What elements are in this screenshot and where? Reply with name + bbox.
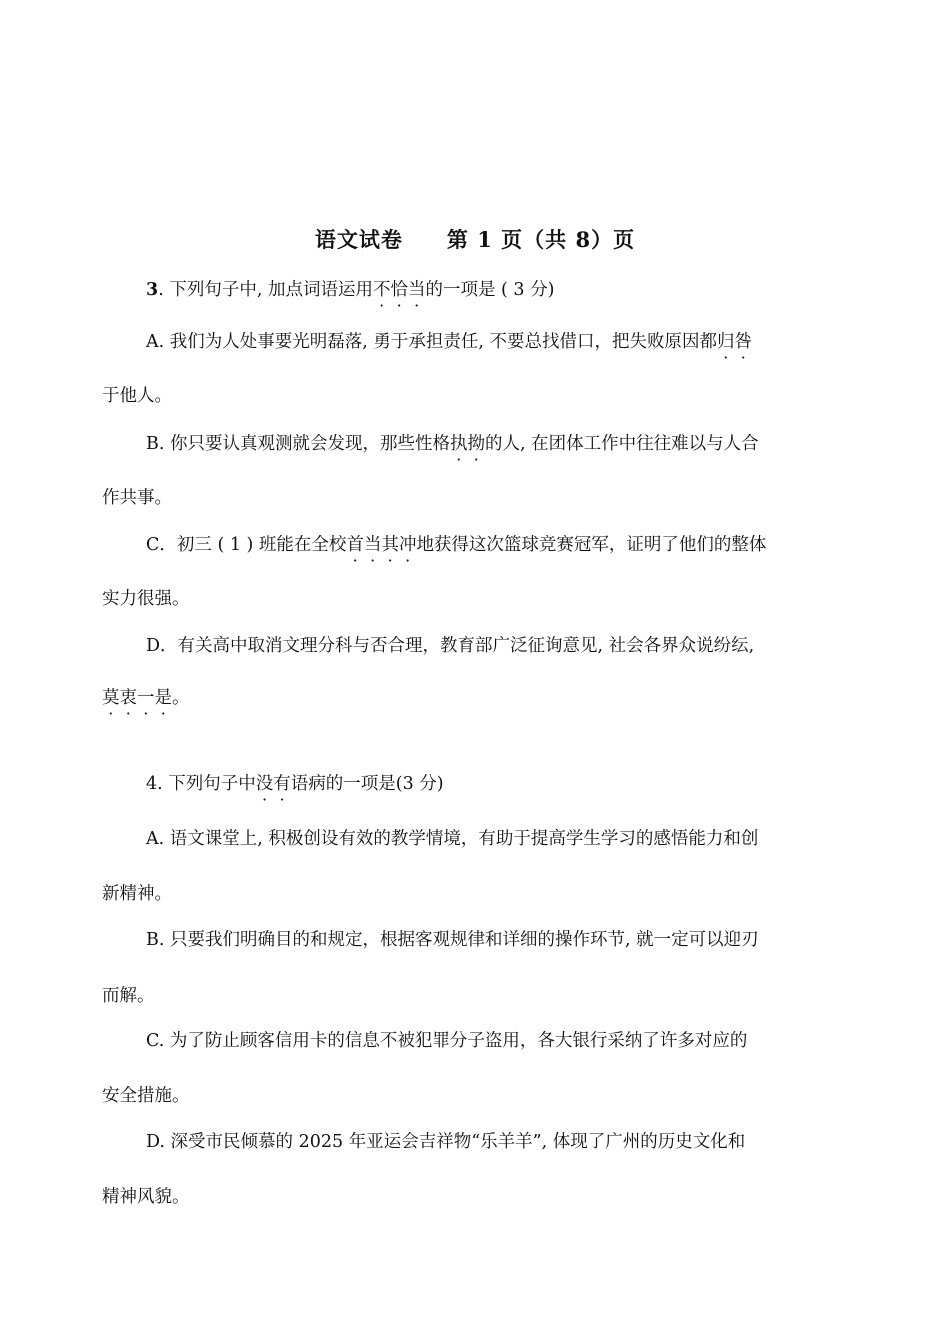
option-c-line2: 实力很强。 (102, 589, 190, 609)
option-d-line2 (102, 684, 190, 709)
dotted-char: 当 (407, 280, 426, 300)
dotted-char: 莫 (102, 688, 120, 708)
dotted-char: 冲 (398, 535, 417, 555)
option-a-line1 (146, 328, 752, 353)
dotted-char: 恰 (390, 280, 408, 300)
option-text: 地获得这次篮球竞赛冠军，证明了他们的整体 (416, 535, 767, 555)
dotted-char: 拗 (467, 434, 485, 454)
question-number: 4 (146, 774, 158, 794)
dotted-char: 其 (381, 535, 399, 555)
dotted-char: 不 (372, 280, 391, 300)
q4-option-a-line2: 新精神。 (102, 884, 172, 904)
question-3-stem (146, 276, 554, 301)
dotted-char: 执 (449, 434, 468, 454)
option-text: A. 我们为人处事要光明磊落, 勇于承担责任, 不要总找借口，把失败原因都 (146, 332, 718, 352)
stem-text: . 下列句子中 (157, 774, 256, 794)
option-text: 。 (172, 688, 190, 708)
option-text: 的人, 在团体工作中往往难以与人合 (484, 434, 759, 454)
dotted-char: 有 (273, 774, 291, 794)
dotted-char: 咎 (734, 332, 753, 352)
q4-option-b-line2: 而解。 (102, 986, 155, 1006)
stem-text: 语病的一项是(3 分) (290, 774, 444, 794)
dotted-char: 一 (137, 688, 155, 708)
dotted-char: 衷 (119, 688, 137, 708)
option-b-line1 (146, 430, 759, 455)
q4-option-c-line1: C. 为了防止顾客信用卡的信息不被犯罪分子盗用，各大银行采纳了许多对应的 (146, 1031, 748, 1051)
q4-option-d-line1: D. 深受市民倾慕的 2025 年亚运会吉祥物“乐羊羊”, 体现了广州的历史文化和 (146, 1132, 746, 1152)
question-number: 3 (146, 280, 159, 300)
option-c-line1 (146, 531, 766, 556)
dotted-char: 归 (717, 332, 735, 352)
question-4-stem (146, 770, 444, 795)
q4-option-b-line1: B. 只要我们明确目的和规定，根据客观规律和详细的操作环节, 就一定可以迎刃 (146, 930, 759, 950)
stem-text: 的一项是 ( 3 分) (425, 280, 555, 300)
option-text: C．初三 ( 1 ) 班能在全校 (146, 535, 347, 555)
option-d-line1: D．有关高中取消文理分科与否合理，教育部广泛征询意见, 社会各界众说纷纭, (146, 636, 755, 656)
page-header (0, 224, 950, 254)
option-b-line2: 作共事。 (102, 488, 172, 508)
exam-subject: 语文试卷 (314, 227, 403, 252)
q4-option-a-line1: A. 语文课堂上, 积极创设有效的教学情境，有助于提高学生学习的感悟能力和创 (146, 829, 759, 849)
q4-option-d-line2: 精神风貌。 (102, 1187, 190, 1207)
dotted-char: 是 (154, 688, 172, 708)
dotted-char: 首 (346, 535, 364, 555)
stem-text: . 下列句子中, 加点词语运用 (158, 280, 373, 300)
page-number: 第 1 页（共 8）页 (446, 227, 636, 252)
option-a-line2: 于他人。 (102, 386, 172, 406)
dotted-char: 当 (363, 535, 382, 555)
dotted-char: 没 (255, 774, 274, 794)
option-text: B. 你只要认真观测就会发现，那些性格 (146, 434, 450, 454)
q4-option-c-line2: 安全措施。 (102, 1086, 190, 1106)
